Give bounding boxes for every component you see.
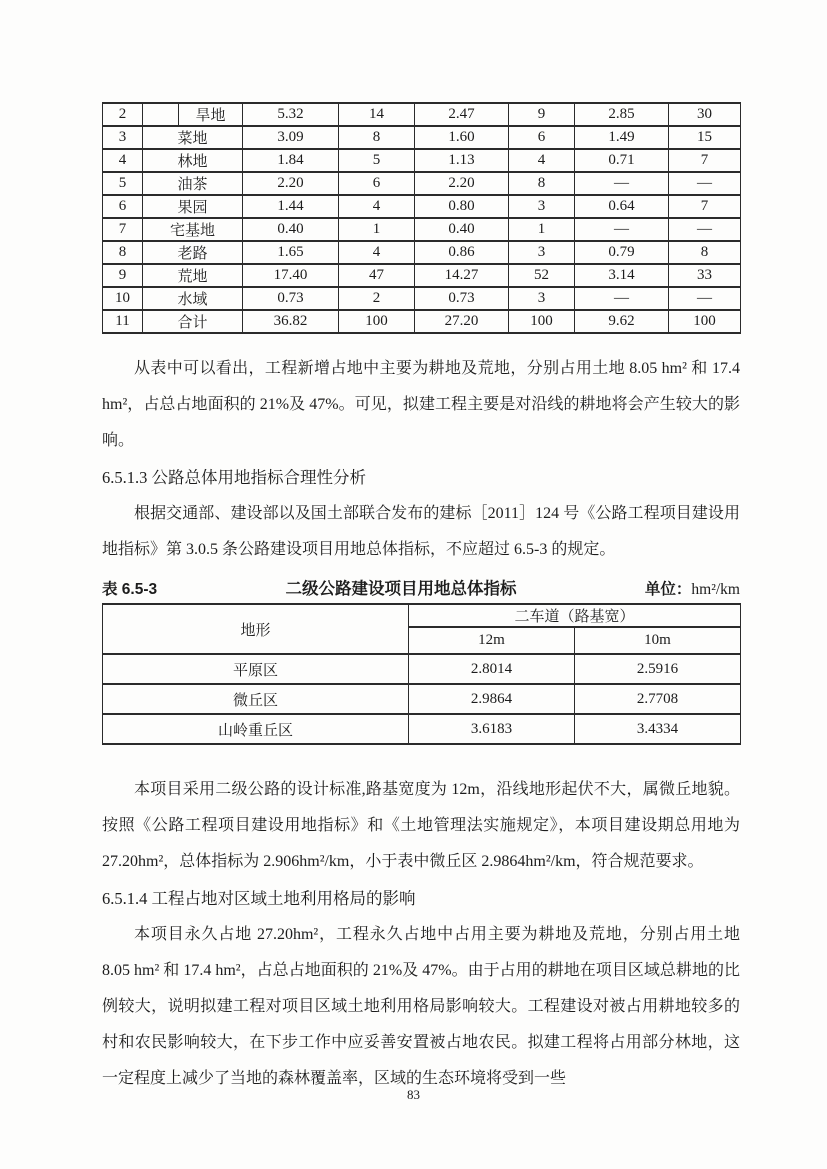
table-cell: 100 xyxy=(339,310,415,333)
table-cell: 15 xyxy=(669,126,741,149)
table-cell: 1.65 xyxy=(243,241,339,264)
table-cell: 0.40 xyxy=(415,218,509,241)
table-cell: 1.13 xyxy=(415,149,509,172)
row-num-cell: 3 xyxy=(103,126,143,149)
table2-caption-title: 二级公路建设项目用地总体指标 xyxy=(285,580,517,598)
page-content xyxy=(102,102,740,1097)
indicator-table xyxy=(102,603,741,745)
table-cell: 0.80 xyxy=(415,195,509,218)
table-cell: 3.4334 xyxy=(575,714,741,744)
table-cell: — xyxy=(669,172,741,195)
label-cell: 合计 xyxy=(143,310,243,333)
table-cell: 14 xyxy=(339,103,415,126)
label-cell: 宅基地 xyxy=(143,218,243,241)
table-cell: 2 xyxy=(339,287,415,310)
row-num-cell: 10 xyxy=(103,287,143,310)
paragraph-indicator-compliance: 本项目采用二级公路的设计标准,路基宽度为 12m，沿线地形起伏不大，属微丘地貌。按照《公路工程项目建设用地指标》和《土地管理法实施规定》，本项目建设期总用地为 27.20hm²，总体指标为 2.906hm²/km，小于表中微丘区 2.9864hm²/km，符合规范要求。 xyxy=(102,781,740,870)
table-cell: 2.20 xyxy=(415,172,509,195)
table-cell: 2.85 xyxy=(575,103,669,126)
row-num-cell: 8 xyxy=(103,241,143,264)
terrain-header-cell: 地形 xyxy=(103,604,409,654)
table-cell: 6 xyxy=(339,172,415,195)
table2-caption xyxy=(102,575,740,599)
table-cell: 7 xyxy=(669,195,741,218)
table-row xyxy=(103,218,741,241)
table-cell: 0.73 xyxy=(415,287,509,310)
table-cell: 1.60 xyxy=(415,126,509,149)
table-cell: 2.47 xyxy=(415,103,509,126)
width-12m-header-cell: 12m xyxy=(409,627,575,654)
row-num-cell: 11 xyxy=(103,310,143,333)
table-cell: 2.9864 xyxy=(409,684,575,714)
table-cell: 33 xyxy=(669,264,741,287)
table-row xyxy=(103,684,741,714)
table-row xyxy=(103,714,741,744)
row-num-cell: 7 xyxy=(103,218,143,241)
table-cell: 36.82 xyxy=(243,310,339,333)
table-cell: 47 xyxy=(339,264,415,287)
table-row xyxy=(103,126,741,149)
table-cell: 100 xyxy=(509,310,575,333)
label-cell: 荒地 xyxy=(143,264,243,287)
table-cell: 4 xyxy=(339,195,415,218)
table-cell: 6 xyxy=(509,126,575,149)
table-row-total xyxy=(103,310,741,333)
section-heading-6513: 6.5.1.3 公路总体用地指标合理性分析 xyxy=(102,468,366,487)
terrain-cell: 平原区 xyxy=(103,654,409,684)
table-row xyxy=(103,195,741,218)
paragraph-landuse-impact: 本项目永久占地 27.20hm²，工程永久占地中占用主要为耕地及荒地，分别占用土地 8.05 hm² 和 17.4 hm²，占总占地面积的 21%及 47%。由于占用的耕地在项目区域总耕地的比例较大，说明拟建工程对项目区域土地利用格局影响较大。工程建设对被占用耕地较多的村和农民影响较大，在下步工作中应妥善安置被占地农民。拟建工程将占用部分林地，这一定程度上减少了当地的森林覆盖率，区域的生态环境将受到一些 xyxy=(102,926,740,1087)
table-row xyxy=(103,654,741,684)
page-number: 83 xyxy=(407,1087,420,1102)
table-cell: 8 xyxy=(509,172,575,195)
table-cell: 2.5916 xyxy=(575,654,741,684)
table-cell: 3.09 xyxy=(243,126,339,149)
table-cell: 9 xyxy=(509,103,575,126)
table-cell: 1.49 xyxy=(575,126,669,149)
row-num-cell: 5 xyxy=(103,172,143,195)
table-row xyxy=(103,172,741,195)
table-cell: 9.62 xyxy=(575,310,669,333)
table2-caption-label: 表 6.5-3 xyxy=(102,581,158,598)
terrain-cell: 山岭重丘区 xyxy=(103,714,409,744)
table-cell: 8 xyxy=(669,241,741,264)
row-num-cell: 9 xyxy=(103,264,143,287)
table-row xyxy=(103,241,741,264)
table-cell: 0.79 xyxy=(575,241,669,264)
table-cell: 8 xyxy=(339,126,415,149)
table-cell: 1 xyxy=(509,218,575,241)
terrain-cell: 微丘区 xyxy=(103,684,409,714)
table-cell: — xyxy=(669,218,741,241)
table-cell: 3 xyxy=(509,241,575,264)
table-cell: 1.84 xyxy=(243,149,339,172)
label-cell: 林地 xyxy=(143,149,243,172)
table-row xyxy=(103,149,741,172)
table-cell: 17.40 xyxy=(243,264,339,287)
table-cell: 4 xyxy=(509,149,575,172)
table-cell: 0.86 xyxy=(415,241,509,264)
row-num-cell: 4 xyxy=(103,149,143,172)
table-cell: — xyxy=(669,287,741,310)
table-cell: — xyxy=(575,172,669,195)
table-cell: — xyxy=(575,218,669,241)
table-row xyxy=(103,287,741,310)
table-cell: 0.64 xyxy=(575,195,669,218)
label-cell: 果园 xyxy=(143,195,243,218)
label-group-cell xyxy=(143,103,179,126)
row-num-cell: 2 xyxy=(103,103,143,126)
table-cell: 3 xyxy=(509,195,575,218)
table-cell: 2.8014 xyxy=(409,654,575,684)
table-cell: — xyxy=(575,287,669,310)
table2-unit-value: hm²/km xyxy=(691,581,740,598)
label-cell: 水域 xyxy=(143,287,243,310)
table-cell: 3 xyxy=(509,287,575,310)
table-cell: 0.40 xyxy=(243,218,339,241)
paragraph-landuse-summary: 从表中可以看出，工程新增占地中主要为耕地及荒地，分别占用土地 8.05 hm² 和 17.4 hm²，占总占地面积的 21%及 47%。可见，拟建工程主要是对沿线的耕地将会产生较大的影响。 xyxy=(102,360,740,449)
paragraph-standard-reference: 根据交通部、建设部以及国土部联合发布的建标［2011］124 号《公路工程项目建设用地指标》第 3.0.5 条公路建设项目用地总体指标，不应超过 6.5-3 的规定。 xyxy=(102,505,740,558)
table-cell: 5 xyxy=(339,149,415,172)
table-cell: 27.20 xyxy=(415,310,509,333)
label-cell: 老路 xyxy=(143,241,243,264)
table-cell: 7 xyxy=(669,149,741,172)
width-10m-header-cell: 10m xyxy=(575,627,741,654)
table-cell: 2.7708 xyxy=(575,684,741,714)
table-cell: 3.6183 xyxy=(409,714,575,744)
row-num-cell: 6 xyxy=(103,195,143,218)
lanes-header-cell: 二车道（路基宽） xyxy=(409,604,741,627)
table-cell: 14.27 xyxy=(415,264,509,287)
table-row xyxy=(103,264,741,287)
table-cell: 0.73 xyxy=(243,287,339,310)
table-cell: 4 xyxy=(339,241,415,264)
table-cell: 3.14 xyxy=(575,264,669,287)
table-cell: 100 xyxy=(669,310,741,333)
landuse-table xyxy=(102,102,741,334)
table-cell: 0.71 xyxy=(575,149,669,172)
table2-unit-label: 单位： xyxy=(644,581,692,598)
table-cell: 52 xyxy=(509,264,575,287)
table-cell: 1 xyxy=(339,218,415,241)
table-cell: 2.20 xyxy=(243,172,339,195)
label-cell: 油茶 xyxy=(143,172,243,195)
table-header-row xyxy=(103,604,741,627)
table-cell: 1.44 xyxy=(243,195,339,218)
label-cell: 旱地 xyxy=(179,103,243,126)
label-cell: 菜地 xyxy=(143,126,243,149)
table-cell: 5.32 xyxy=(243,103,339,126)
section-heading-6514: 6.5.1.4 工程占地对区域土地利用格局的影响 xyxy=(102,889,416,908)
table-cell: 30 xyxy=(669,103,741,126)
table-row xyxy=(103,103,741,126)
